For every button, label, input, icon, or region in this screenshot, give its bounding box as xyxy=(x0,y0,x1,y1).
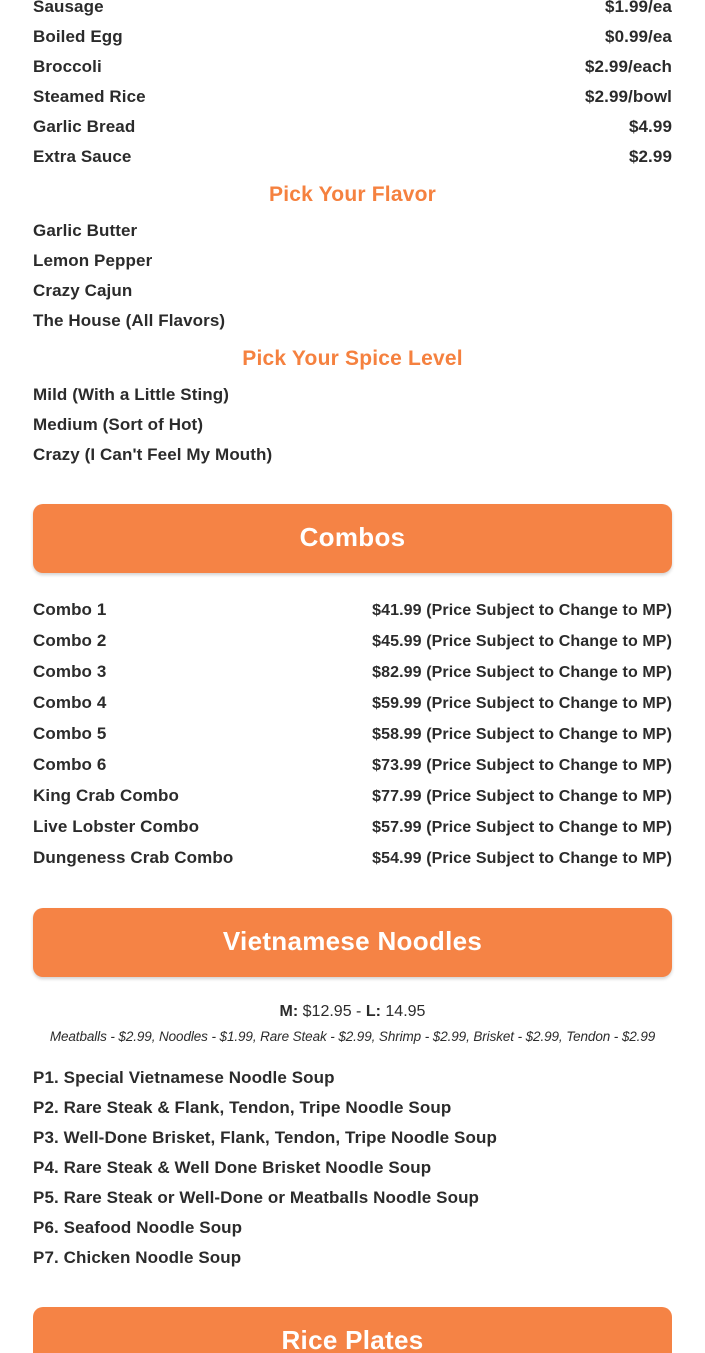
menu-item-name: Broccoli xyxy=(33,57,102,76)
list-item: Crazy (I Can't Feel My Mouth) xyxy=(33,445,273,464)
spacer xyxy=(33,1273,672,1307)
list-item: The House (All Flavors) xyxy=(33,311,226,330)
spacer xyxy=(33,470,672,504)
menu-item-price: $1.99/ea xyxy=(605,0,672,16)
list-item: Garlic Butter xyxy=(33,221,138,240)
rice-plates-section-banner: Rice Plates xyxy=(33,1307,672,1353)
noodles-section-banner: Vietnamese Noodles xyxy=(33,908,672,977)
table-row xyxy=(33,688,672,719)
combo-name: Combo 1 xyxy=(33,600,107,619)
list-item: P7. Chicken Noodle Soup xyxy=(33,1248,242,1267)
list-item: P4. Rare Steak & Well Done Brisket Noodle Soup xyxy=(33,1158,432,1177)
size-l-price: 14.95 xyxy=(385,1003,426,1020)
addons-section xyxy=(33,0,672,172)
size-m-price: $12.95 - xyxy=(302,1003,362,1020)
flavor-options-list xyxy=(33,216,672,336)
spice-options-list xyxy=(33,380,672,470)
combos-list xyxy=(33,595,672,874)
combo-name: Combo 4 xyxy=(33,693,107,712)
combo-price: $54.99 (Price Subject to Change to MP) xyxy=(372,850,672,867)
combo-name: Combo 3 xyxy=(33,662,107,681)
table-row xyxy=(33,626,672,657)
combo-name: Combo 6 xyxy=(33,755,107,774)
list-item: P5. Rare Steak or Well-Done or Meatballs Noodle Soup xyxy=(33,1188,480,1207)
list-item: Medium (Sort of Hot) xyxy=(33,415,204,434)
combo-price: $58.99 (Price Subject to Change to MP) xyxy=(372,726,672,743)
menu-item-row xyxy=(33,82,672,112)
menu-item-name: Steamed Rice xyxy=(33,87,146,106)
list-item: P2. Rare Steak & Flank, Tendon, Tripe Noodle Soup xyxy=(33,1098,452,1117)
combo-price: $57.99 (Price Subject to Change to MP) xyxy=(372,819,672,836)
menu-item-row xyxy=(33,142,672,172)
combo-price: $77.99 (Price Subject to Change to MP) xyxy=(372,788,672,805)
combo-price: $45.99 (Price Subject to Change to MP) xyxy=(372,633,672,650)
list-item: P6. Seafood Noodle Soup xyxy=(33,1218,243,1237)
list-item: Mild (With a Little Sting) xyxy=(33,385,230,404)
table-row xyxy=(33,657,672,688)
table-row xyxy=(33,719,672,750)
menu-item-name: Sausage xyxy=(33,0,104,16)
table-row xyxy=(33,843,672,874)
menu-item-name: Garlic Bread xyxy=(33,117,136,136)
menu-item-price: $2.99 xyxy=(628,147,672,166)
combos-section-banner: Combos xyxy=(33,504,672,573)
list-item: Crazy Cajun xyxy=(33,281,133,300)
table-row xyxy=(33,595,672,626)
list-item: Lemon Pepper xyxy=(33,251,153,270)
menu-item-row xyxy=(33,112,672,142)
menu-item-price: $2.99/bowl xyxy=(585,87,672,106)
noodle-size-prices xyxy=(33,999,672,1025)
table-row xyxy=(33,781,672,812)
menu-item-row xyxy=(33,52,672,82)
menu-item-name: Extra Sauce xyxy=(33,147,132,166)
list-item: P1. Special Vietnamese Noodle Soup xyxy=(33,1068,335,1087)
combo-name: King Crab Combo xyxy=(33,786,179,805)
menu-item-name: Boiled Egg xyxy=(33,27,123,46)
menu-item-price: $2.99/each xyxy=(584,57,672,76)
table-row xyxy=(33,812,672,843)
list-item: P3. Well-Done Brisket, Flank, Tendon, Tripe Noodle Soup xyxy=(33,1128,497,1147)
spice-section-title: Pick Your Spice Level xyxy=(242,347,463,370)
combo-name: Dungeness Crab Combo xyxy=(33,848,234,867)
menu-item-row xyxy=(33,0,672,22)
size-l-label: L: xyxy=(365,1003,381,1020)
menu-item-row xyxy=(33,22,672,52)
menu-item-price: $4.99 xyxy=(628,117,672,136)
menu-item-price: $0.99/ea xyxy=(605,27,672,46)
flavor-section-title: Pick Your Flavor xyxy=(269,183,436,206)
size-m-label: M: xyxy=(279,1003,299,1020)
noodle-addon-note: Meatballs - $2.99, Noodles - $1.99, Rare Steak - $2.99, Shrimp - $2.99, Brisket - $2.99, Tendon - $2.99 xyxy=(49,1029,656,1044)
spacer xyxy=(33,573,672,595)
combo-price: $73.99 (Price Subject to Change to MP) xyxy=(372,757,672,774)
combo-price: $59.99 (Price Subject to Change to MP) xyxy=(372,695,672,712)
combo-name: Combo 5 xyxy=(33,724,107,743)
combo-price: $41.99 (Price Subject to Change to MP) xyxy=(372,602,672,619)
spacer xyxy=(33,874,672,908)
combo-price: $82.99 (Price Subject to Change to MP) xyxy=(372,664,672,681)
combo-name: Live Lobster Combo xyxy=(33,817,200,836)
noodles-list xyxy=(33,1063,672,1273)
table-row xyxy=(33,750,672,781)
combo-name: Combo 2 xyxy=(33,631,107,650)
spacer xyxy=(33,977,672,999)
